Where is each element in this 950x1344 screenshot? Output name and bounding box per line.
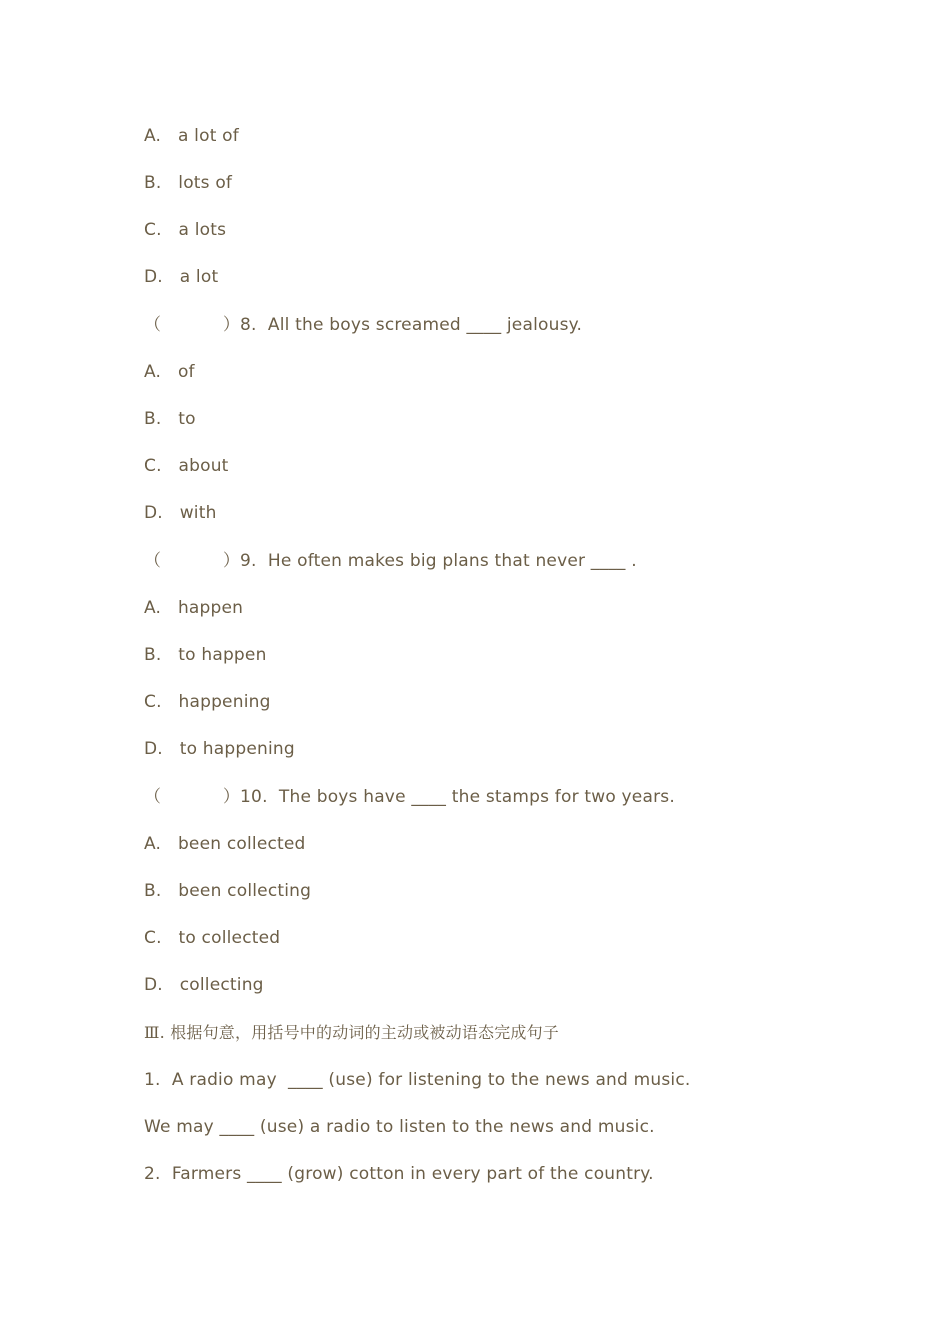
q10-option-c: C. to collected xyxy=(144,928,281,948)
q8-option-c: C. about xyxy=(144,456,229,476)
q8-option-d: D. with xyxy=(144,503,217,523)
section-3-item-1: 1. A radio may ____ (use) for listening to the news and music. xyxy=(144,1070,691,1090)
section-3-item-1-rewrite: We may ____ (use) a radio to listen to the news and music. xyxy=(144,1117,655,1137)
section-3-heading: Ⅲ. 根据句意，用括号中的动词的主动或被动语态完成句子 xyxy=(144,1023,560,1042)
q7-option-b: B. lots of xyxy=(144,173,233,193)
q8-option-b: B. to xyxy=(144,409,196,429)
q8-option-a: A. of xyxy=(144,362,195,382)
q9-option-d: D. to happening xyxy=(144,739,295,759)
q9-option-a: A. happen xyxy=(144,598,244,618)
section-3-item-2: 2. Farmers ____ (grow) cotton in every part of the country. xyxy=(144,1164,654,1184)
q10-option-b: B. been collecting xyxy=(144,881,312,901)
q10-option-a: A. been collected xyxy=(144,834,306,854)
q7-option-d: D. a lot xyxy=(144,267,219,287)
q9-option-c: C. happening xyxy=(144,692,271,712)
q7-option-a: A. a lot of xyxy=(144,126,239,146)
question-10: （ ）10. The boys have ____ the stamps for two years. xyxy=(144,787,675,807)
q10-option-d: D. collecting xyxy=(144,975,264,995)
question-8: （ ）8. All the boys screamed ____ jealousy. xyxy=(144,315,583,335)
q7-option-c: C. a lots xyxy=(144,220,227,240)
question-9: （ ）9. He often makes big plans that never ____ . xyxy=(144,551,637,571)
q9-option-b: B. to happen xyxy=(144,645,267,665)
